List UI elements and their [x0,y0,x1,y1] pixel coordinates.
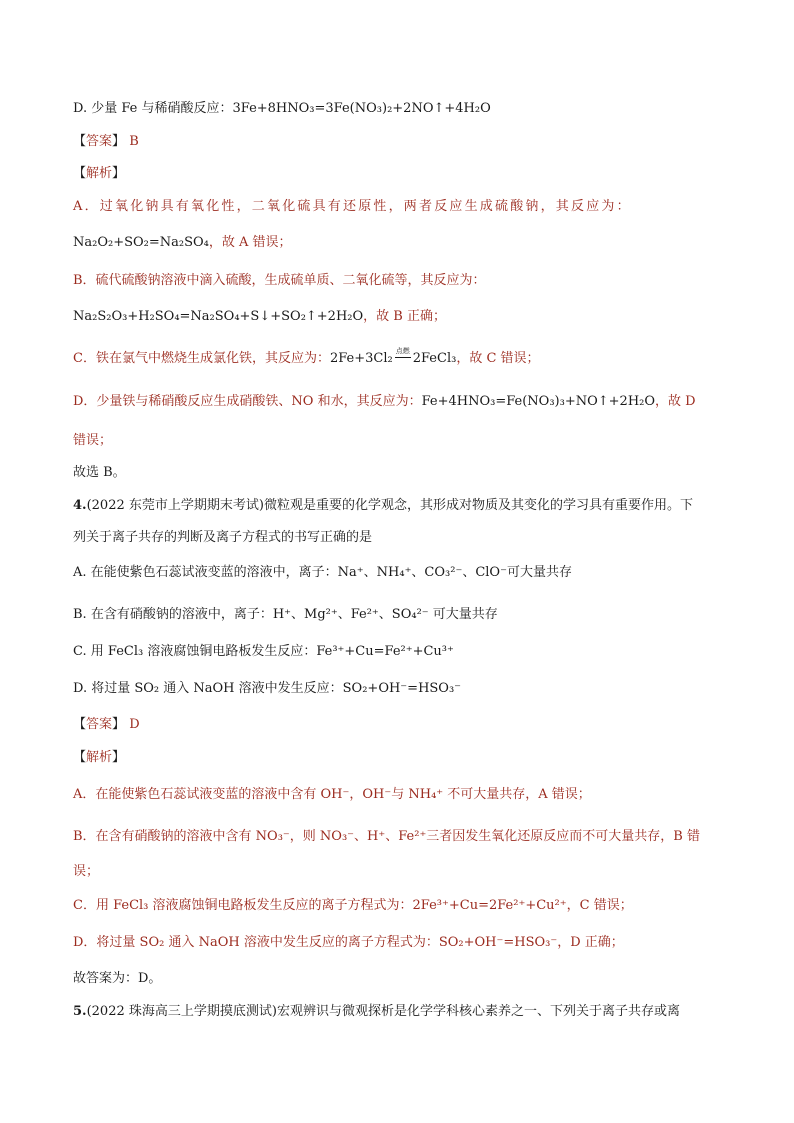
question-4-option-d [73,680,733,698]
analysis-text: C．铁在氯气中燃烧生成氯化铁，其反应为： [73,351,330,366]
analysis-4-c [73,897,733,915]
analysis-text: ，故 A 错误； [208,235,292,250]
analysis-text: A．过氧化钠具有氧化性，二氧化硫具有还原性，两者反应生成硫酸钠，其反应为： [73,199,632,214]
analysis-label: 解析 [86,750,113,765]
analysis-text: 误； [73,864,100,879]
question-4-option-b [73,606,733,624]
conclusion-1 [73,464,733,482]
analysis-text: C．用 FeCl₃ 溶液腐蚀铜电路板发生反应的离子方程式为：2Fe³⁺+Cu=2Fe²⁺+Cu²⁺，C 错误； [73,898,633,913]
question-number: 5. [73,1004,87,1019]
question-4-line-1 [73,497,733,515]
conclusion-2 [73,970,733,988]
analysis-4-b-1 [73,828,733,846]
question-4-option-c [73,643,733,661]
option-text: D. 将过量 SO₂ 通入 NaOH 溶液中发生反应：SO₂+OH⁻=HSO₃⁻ [73,681,462,696]
answer-line-2 [73,716,733,734]
reaction-condition [393,347,413,368]
condition-label: 点燃 [395,347,410,355]
analysis-label: 解析 [86,166,113,181]
option-text: A. 在能使紫色石蕊试液变蓝的溶液中，离子：Na⁺、NH₄⁺、CO₃²⁻、ClO⁻可大量共存 [73,565,572,580]
analysis-4-b-2 [73,863,733,881]
conclusion-text: 故答案为：D。 [73,971,162,986]
question-5-line-1 [73,1003,733,1021]
analysis-4-d [73,934,733,952]
question-number: 4. [73,498,87,513]
analysis-heading-2 [73,749,733,767]
analysis-text: 错误； [73,433,113,448]
analysis-a-1 [73,198,733,216]
answer-value: B [129,134,139,149]
equation-right: 2FeCl₃ [412,351,457,366]
answer-value: D [129,717,140,732]
analysis-4-a [73,786,733,804]
bracket-open: 【 [73,134,87,149]
analysis-b-2 [73,308,733,326]
question-text: (2022 东莞市上学期期末考试)微粒观是重要的化学观念，其形成对物质及其变化的学习具有重要作用。下 [86,498,693,513]
analysis-text: ，故 C 错误； [456,351,540,366]
option-d-text: D. 少量 Fe 与稀硝酸反应：3Fe+8HNO₃=3Fe(NO₃)₂+2NO↑+4H₂O [73,101,491,116]
question-4-line-2 [73,529,733,547]
analysis-text: B．硫代硫酸钠溶液中滴入硫酸，生成硫单质、二氧化硫等，其反应为： [73,273,486,288]
equation-left: 2Fe+3Cl₂ [329,351,393,366]
analysis-heading-1 [73,165,733,183]
option-text: B. 在含有硝酸钠的溶液中，离子：H⁺、Mg²⁺、Fe²⁺、SO₄²⁻ 可大量共存 [73,607,498,622]
analysis-text: B．在含有硝酸钠的溶液中含有 NO₃⁻，则 NO₃⁻、H⁺、Fe²⁺三者因发生氧化还原反应而不可大量共存，B 错 [73,829,700,844]
equation: Na₂S₂O₃+H₂SO₄=Na₂SO₄+S↓+SO₂↑+2H₂O [73,309,364,324]
bracket-open: 【 [73,717,87,732]
equation: Na₂O₂+SO₂=Na₂SO₄ [73,235,209,250]
analysis-c [73,347,733,368]
analysis-text: ，故 D [655,394,696,409]
bracket-close: 】 [112,750,126,765]
bracket-close: 】 [112,717,126,732]
analysis-d-1 [73,393,733,411]
analysis-text: ，故 B 正确； [363,309,446,324]
bracket-open: 【 [73,750,87,765]
option-text: C. 用 FeCl₃ 溶液腐蚀铜电路板发生反应：Fe³⁺+Cu=Fe²⁺+Cu³⁺ [73,644,454,659]
analysis-d-2 [73,432,733,450]
analysis-text: D．将过量 SO₂ 通入 NaOH 溶液中发生反应的离子方程式为：SO₂+OH⁻=HSO₃⁻，D 正确； [73,935,624,950]
question-text: (2022 珠海高三上学期摸底测试)宏观辨识与微观探析是化学学科核心素养之一、下列关于离子共存或离 [86,1004,680,1019]
analysis-b-1 [73,272,733,290]
conclusion-text: 故选 B。 [73,465,126,480]
bracket-close: 】 [112,134,126,149]
question-text: 列关于离子共存的判断及离子方程式的书写正确的是 [73,530,373,545]
analysis-a-2 [73,234,733,252]
answer-line-1 [73,133,733,151]
option-d-previous [73,100,733,118]
analysis-text: A．在能使紫色石蕊试液变蓝的溶液中含有 OH⁻，OH⁻与 NH₄⁺ 不可大量共存，A 错误； [73,787,591,802]
question-4-option-a [73,564,733,582]
equation: Fe+4HNO₃=Fe(NO₃)₃+NO↑+2H₂O [421,394,656,409]
answer-label: 答案 [86,717,113,732]
bracket-close: 】 [112,166,126,181]
analysis-text: D．少量铁与稀硝酸反应生成硝酸铁、NO 和水，其反应为： [73,394,422,409]
bracket-open: 【 [73,166,87,181]
answer-label: 答案 [86,134,113,149]
